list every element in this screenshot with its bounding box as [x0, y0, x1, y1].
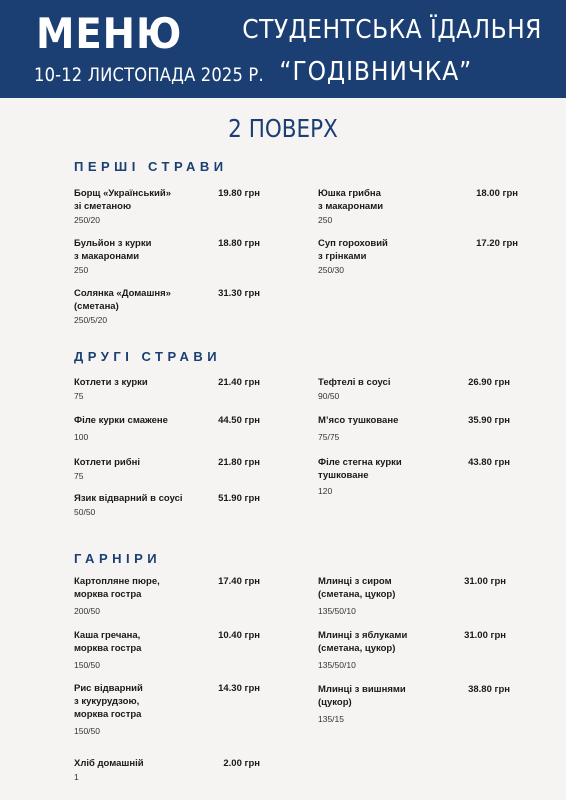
- item-weight: 90/50: [318, 391, 340, 401]
- menu-item: [74, 757, 260, 783]
- menu-item: [318, 575, 506, 617]
- item-price: 38.80 грн: [468, 684, 510, 695]
- menu-item: [74, 414, 260, 443]
- item-name: Бульйон з курки з макаронами: [74, 238, 152, 262]
- item-name: Картопляне пюре, морква гостра: [74, 576, 160, 600]
- item-weight: 250/20: [74, 215, 100, 225]
- section-main-courses: ДРУГІ СТРАВИ: [74, 349, 222, 364]
- item-weight: 135/15: [318, 714, 344, 724]
- menu-item: [74, 287, 260, 326]
- item-name: Суп гороховий з грінками: [318, 238, 388, 262]
- item-weight: 150/50: [74, 660, 100, 670]
- menu-item: [318, 629, 506, 671]
- item-weight: 75: [74, 471, 84, 481]
- item-price: 18.80 грн: [218, 238, 260, 249]
- menu-dates: 10-12 ЛИСТОПАДА 2025 Р.: [34, 64, 264, 86]
- item-name: Каша гречана, морква гостра: [74, 630, 142, 654]
- item-name: Юшка грибна з макаронами: [318, 188, 384, 212]
- item-price: 44.50 грн: [218, 415, 260, 426]
- item-price: 21.40 грн: [218, 377, 260, 388]
- menu-item: [74, 456, 260, 482]
- item-name: Солянка «Домашня» (сметана): [74, 288, 171, 312]
- item-weight: 50/50: [74, 507, 96, 517]
- menu-item: [74, 187, 260, 226]
- item-name: Млинці з яблуками (сметана, цукор): [318, 630, 408, 654]
- item-price: 2.00 грн: [223, 758, 260, 769]
- item-name: Котлети з курки: [74, 377, 148, 388]
- item-price: 43.80 грн: [468, 457, 510, 468]
- item-name: Язик відварний в соусі: [74, 493, 183, 504]
- floor-label: 2 ПОВЕРХ: [228, 114, 338, 143]
- item-price: 18.00 грн: [476, 188, 518, 199]
- item-price: 31.30 грн: [218, 288, 260, 299]
- item-price: 51.90 грн: [218, 493, 260, 504]
- item-name: Філе стегна курки тушковане: [318, 457, 402, 481]
- item-name: М’ясо тушковане: [318, 415, 399, 426]
- menu-header: [0, 0, 566, 98]
- menu-item: [318, 187, 518, 226]
- item-weight: 1: [74, 772, 79, 782]
- section-side-dishes: ГАРНІРИ: [74, 551, 162, 566]
- item-name: Філе курки смажене: [74, 415, 168, 426]
- menu-item: [318, 683, 510, 725]
- item-weight: 150/50: [74, 726, 100, 736]
- item-price: 26.90 грн: [468, 377, 510, 388]
- item-name: Рис відварний з кукурудзою, морква гостра: [74, 683, 143, 720]
- item-weight: 250: [318, 215, 333, 225]
- item-weight: 200/50: [74, 606, 100, 616]
- item-price: 35.90 грн: [468, 415, 510, 426]
- menu-item: [318, 414, 510, 443]
- item-price: 10.40 грн: [218, 630, 260, 641]
- item-price: 31.00 грн: [464, 576, 506, 587]
- item-price: 21.80 грн: [218, 457, 260, 468]
- item-name: Тефтелі в соусі: [318, 377, 391, 388]
- item-price: 17.20 грн: [476, 238, 518, 249]
- item-name: Борщ «Український» зі сметаною: [74, 188, 172, 212]
- menu-item: [318, 237, 518, 276]
- item-price: 19.80 грн: [218, 188, 260, 199]
- menu-item: [74, 629, 260, 671]
- item-weight: 120: [318, 486, 333, 496]
- menu-item: [318, 456, 510, 497]
- item-weight: 135/50/10: [318, 606, 356, 616]
- menu-item: [318, 376, 510, 402]
- item-weight: 100: [74, 432, 89, 442]
- menu-item: [74, 376, 260, 402]
- canteen-label: СТУДЕНТСЬКА ЇДАЛЬНЯ: [242, 15, 542, 45]
- item-weight: 250: [74, 265, 89, 275]
- menu-item: [74, 492, 260, 518]
- item-price: 14.30 грн: [218, 683, 260, 694]
- item-weight: 135/50/10: [318, 660, 356, 670]
- canteen-name: “ГОДІВНИЧКА”: [279, 57, 472, 87]
- item-weight: 250/5/20: [74, 315, 108, 325]
- item-weight: 250/30: [318, 265, 344, 275]
- menu-item: [74, 575, 260, 617]
- section-first-courses: ПЕРШІ СТРАВИ: [74, 159, 228, 174]
- menu-title: МЕНЮ: [36, 9, 183, 58]
- item-name: Млинці з вишнями (цукор): [318, 684, 406, 708]
- menu-item: [74, 237, 260, 276]
- item-name: Хліб домашній: [74, 758, 144, 769]
- item-weight: 75: [74, 391, 84, 401]
- item-name: Котлети рибні: [74, 457, 140, 468]
- item-price: 31.00 грн: [464, 630, 506, 641]
- item-price: 17.40 грн: [218, 576, 260, 587]
- item-name: Млинці з сиром (сметана, цукор): [318, 576, 396, 600]
- menu-item: [74, 682, 260, 737]
- item-weight: 75/75: [318, 432, 340, 442]
